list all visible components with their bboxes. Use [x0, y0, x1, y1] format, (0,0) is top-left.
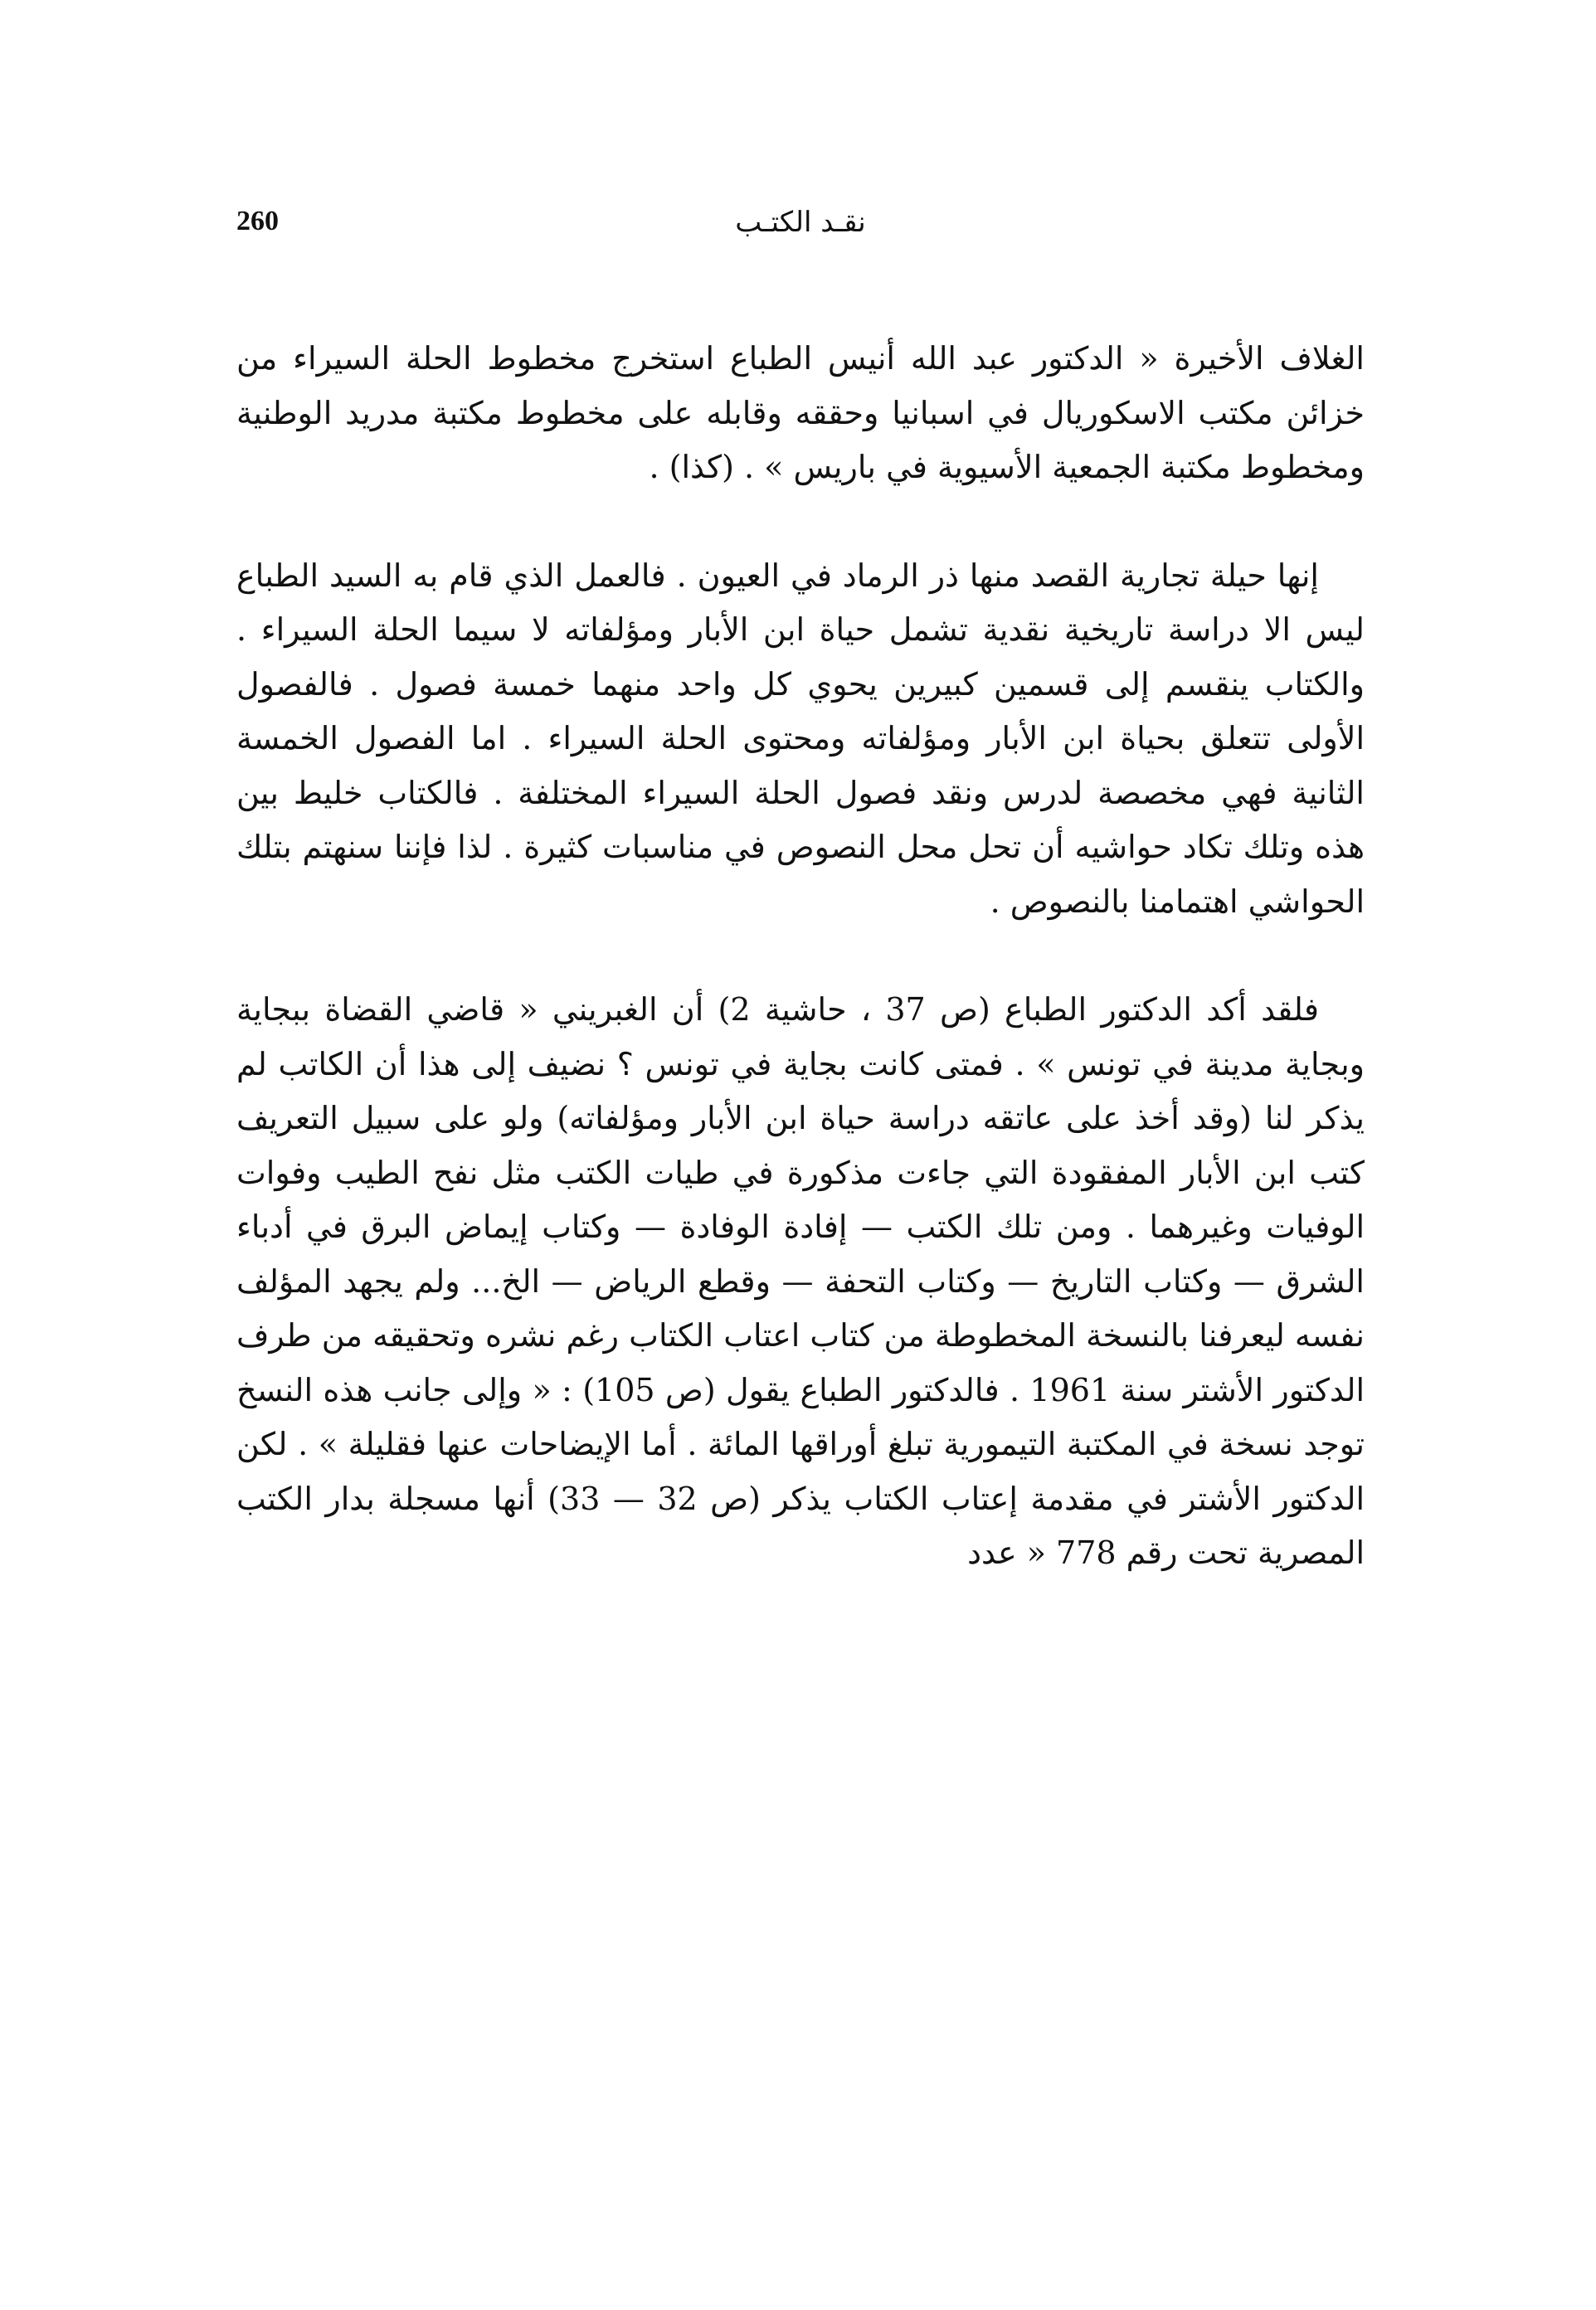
paragraph-2: إنها حيلة تجارية القصد منها ذر الرماد في العيون . فالعمل الذي قام به السيد الطباع ليس الا دراسة تاريخية نقدية تشمل حياة ابن الأبار ومؤلفاته لا سيما الحلة السيراء . والكتاب ينقسم إلى قسمين كبيرين يحوي كل واحد منهما خمسة فصول . فالفصول الأولى تتعلق بحياة ابن الأبار ومؤلفاته ومحتوى الحلة السيراء . اما الفصول الخمسة الثانية فهي مخصصة لدرس ونقد فصول الحلة السيراء المختلفة . فالكتاب خليط بين هذه وتلك تكاد حواشيه أن تحل محل النصوص في مناسبات كثيرة . لذا فإننا سنهتم بتلك الحواشي اهتمامنا بالنصوص .	[236, 557, 1365, 920]
page-number: 260	[236, 206, 279, 236]
paragraph-1: الغلاف الأخيرة « الدكتور عبد الله أنيس الطباع استخرج مخطوط الحلة السيراء من خزائن مكتب الاسكوريال في اسبانيا وحققه وقابله على مخطوط مكتبة مدريد الوطنية ومخطوط مكتبة الجمعية الأسيوية في باريس » . (كذا) .	[236, 340, 1365, 485]
paragraph-3: فلقد أكد الدكتور الطباع (ص 37 ، حاشية 2) أن الغبريني « قاضي القضاة ببجاية وبجاية مدينة في تونس » . فمتى كانت بجاية في تونس ؟ نضيف إلى هذا أن الكاتب لم يذكر لنا (وقد أخذ على عاتقه دراسة حياة ابن الأبار ومؤلفاته) ولو على سبيل التعريف كتب ابن الأبار المفقودة التي جاءت مذكورة في طيات الكتب مثل نفح الطيب وفوات الوفيات وغيرهما . ومن تلك الكتب — إفادة الوفادة — وكتاب إيماض البرق في أدباء الشرق — وكتاب التاريخ — وكتاب التحفة — وقطع الرياض — الخ... ولم يجهد المؤلف نفسه ليعرفنا بالنسخة المخطوطة من كتاب اعتاب الكتاب رغم نشره وتحقيقه من طرف الدكتور الأشتر سنة 1961 . فالدكتور الطباع يقول (ص 105) : « وإلى جانب هذه النسخ توجد نسخة في المكتبة التيمورية تبلغ أوراقها المائة . أما الإيضاحات عنها فقليلة » . لكن الدكتور الأشتر في مقدمة إعتاب الكتاب يذكر (ص 32 — 33) أنها مسجلة بدار الكتب المصرية تحت رقم 778 « عدد	[236, 991, 1365, 1571]
body-text	[236, 332, 1365, 1581]
running-title: نقـد الكتـب	[735, 206, 866, 239]
page-header	[236, 206, 1365, 255]
